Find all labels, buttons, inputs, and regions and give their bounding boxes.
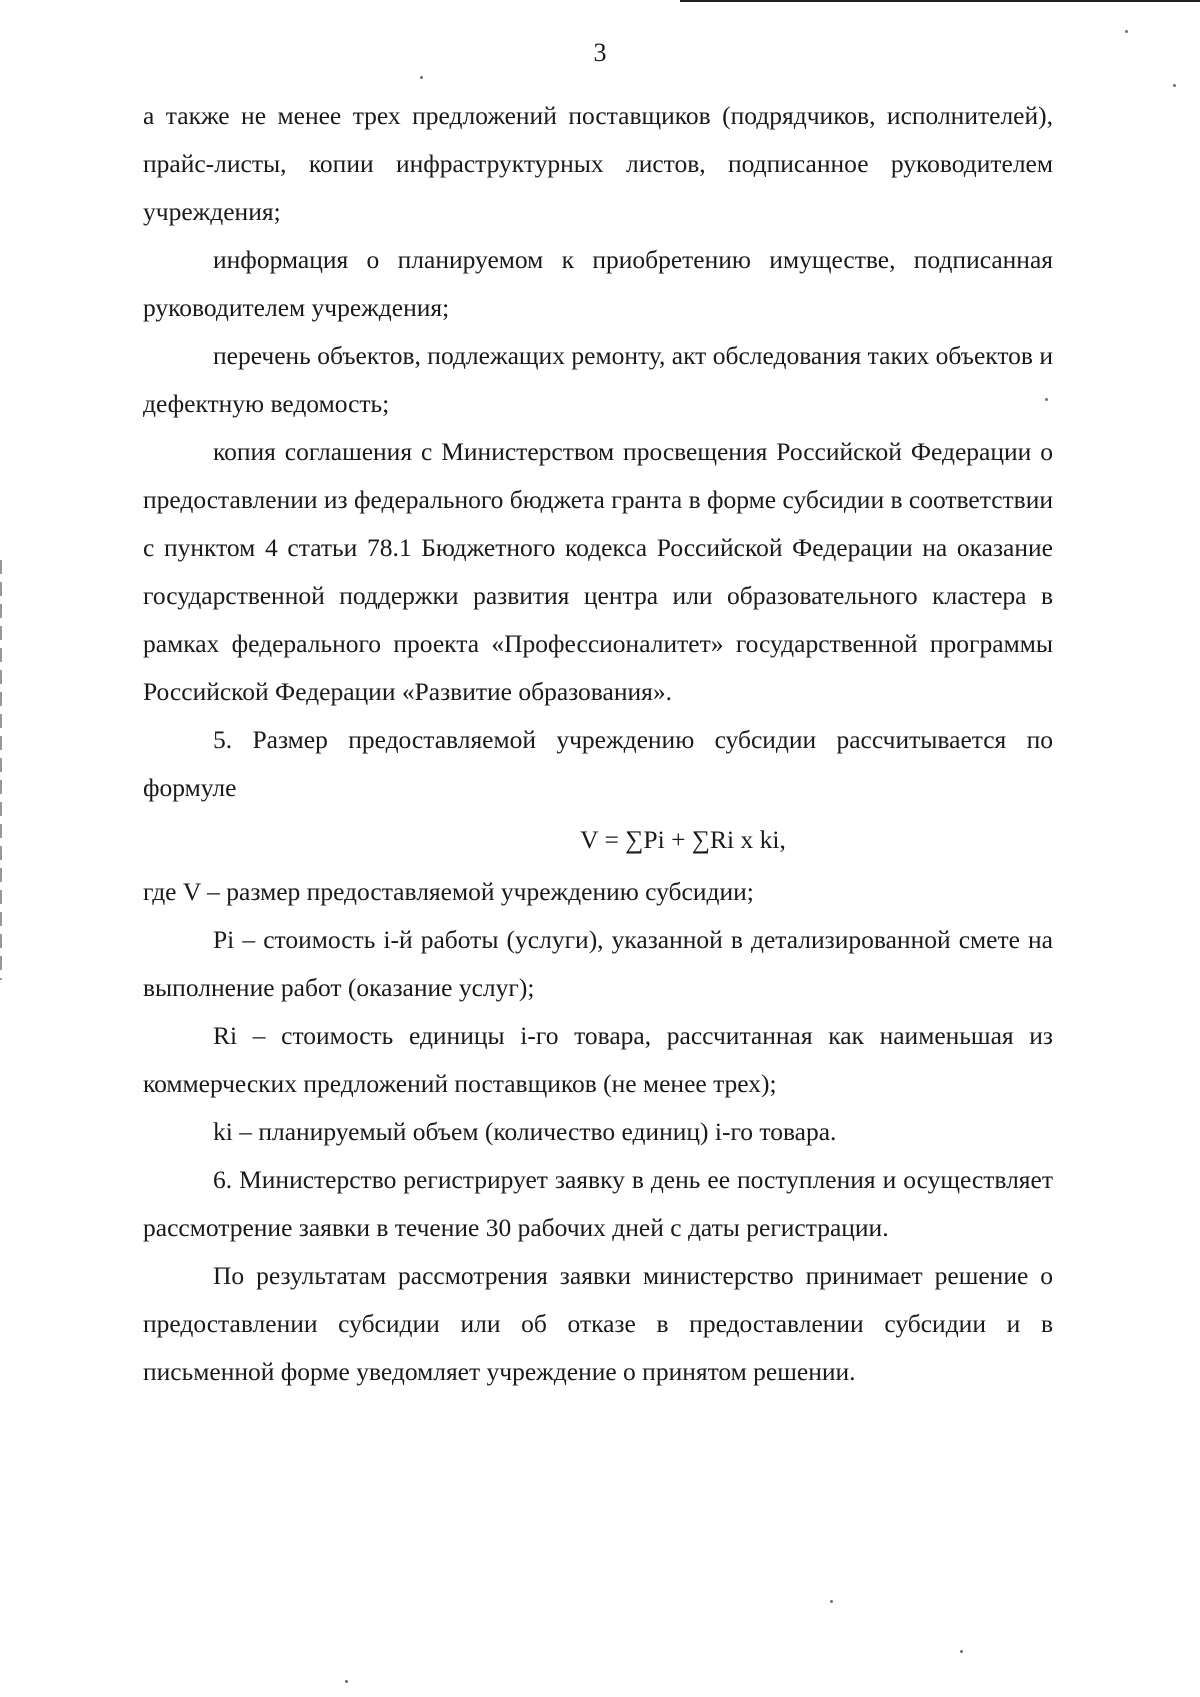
scan-speck xyxy=(1173,84,1176,87)
subsidy-formula: V = ∑Pi + ∑Ri x ki, xyxy=(580,825,786,854)
scan-speck xyxy=(1045,398,1048,401)
page-number: 3 xyxy=(593,38,607,67)
scan-speck xyxy=(960,1650,963,1653)
paragraph-property-info: информация о планируемом к приобретению имуществе, подписанная руководителем учреждения; xyxy=(143,245,1053,322)
scan-speck xyxy=(830,1600,833,1603)
paragraph-agreement-copy: копия соглашения с Министерством просвещения Российской Федерации о предоставлении из федерального бюджета гранта в форме субсидии в соответствии с пунктом 4 статьи 78.1 Бюджетного кодекса Российской Федерации на оказание государственной поддержки развития центра или образовательного кластера в рамках федерального проекта «Профессионалитет» государственной программы Российской Федерации «Развитие образования». xyxy=(143,437,1053,706)
definition-v: где V – размер предоставляемой учреждению субсидии; xyxy=(143,877,754,906)
paragraph-item-5: 5. Размер предоставляемой учреждению субсидии рассчитывается по формуле xyxy=(143,725,1053,802)
document-body xyxy=(143,92,1053,1396)
paragraph-proposals: а также не менее трех предложений поставщиков (подрядчиков, исполнителей), прайс-листы, копии инфраструктурных листов, подписанное руководителем учреждения; xyxy=(143,101,1053,226)
scan-top-edge xyxy=(680,0,1200,2)
definition-ki: ki – планируемый объем (количество единиц) i-го товара. xyxy=(213,1117,837,1146)
paragraph-decision: По результатам рассмотрения заявки министерство принимает решение о предоставлении субсидии или об отказе в предоставлении субсидии и в письменной форме уведомляет учреждение о принятом решении. xyxy=(143,1261,1053,1386)
definition-ri: Ri – стоимость единицы i-го товара, рассчитанная как наименьшая из коммерческих предложений поставщиков (не менее трех); xyxy=(143,1021,1053,1098)
paragraph-repair-objects: перечень объектов, подлежащих ремонту, акт обследования таких объектов и дефектную ведомость; xyxy=(143,341,1053,418)
definition-pi: Pi – стоимость i-й работы (услуги), указанной в детализированной смете на выполнение работ (оказание услуг); xyxy=(143,925,1053,1002)
scan-speck xyxy=(1125,30,1128,33)
scan-speck xyxy=(345,1680,348,1683)
scan-speck xyxy=(420,76,423,79)
paragraph-item-6: 6. Министерство регистрирует заявку в день ее поступления и осуществляет рассмотрение заявки в течение 30 рабочих дней с даты регистрации. xyxy=(143,1165,1053,1242)
scan-left-edge xyxy=(0,560,2,980)
